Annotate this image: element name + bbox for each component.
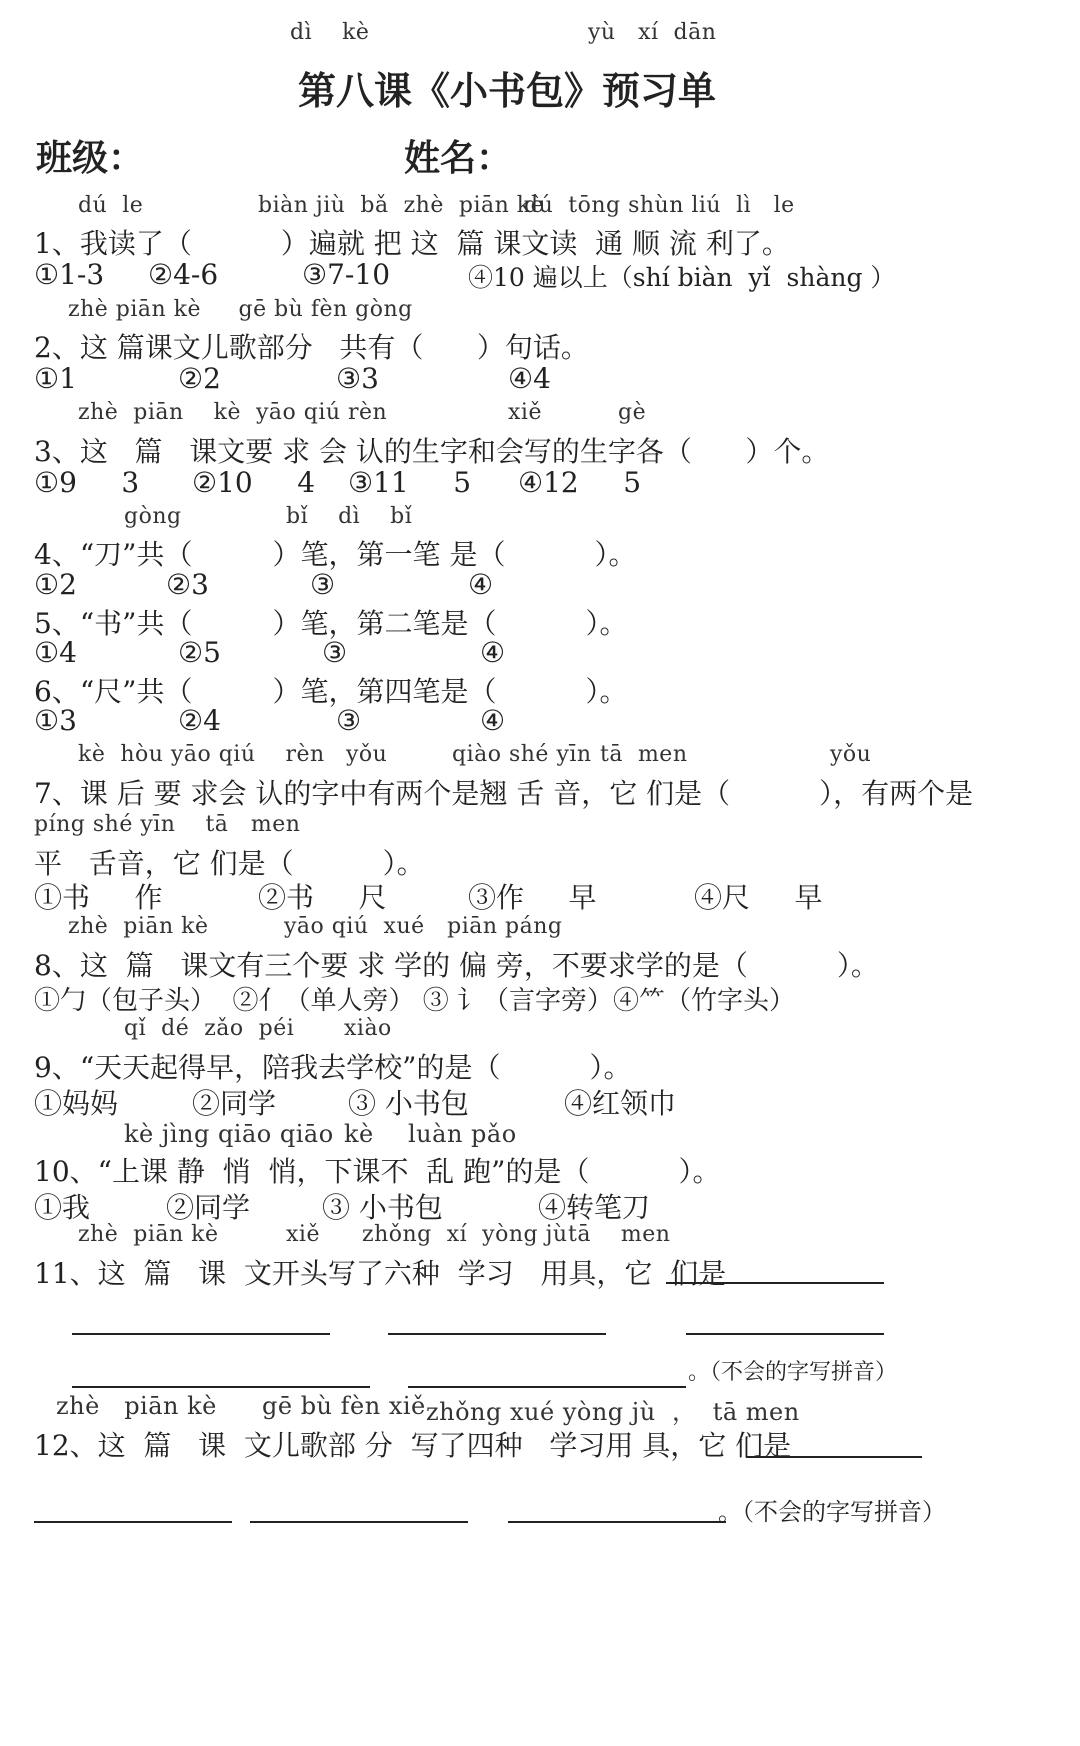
answer-blank[interactable] [72, 1333, 330, 1335]
option: ①1-3 [34, 258, 105, 291]
pinyin-annotation: gē bù fèn xiě [262, 1392, 426, 1420]
option: ①我 [34, 1191, 91, 1224]
pinyin-annotation: dú le [78, 193, 144, 218]
option: ①妈妈 [34, 1087, 119, 1120]
answer-blank[interactable] [746, 1456, 922, 1458]
answer-blank[interactable] [666, 1282, 884, 1284]
page-title: 第八课《小书包》预习单 [298, 68, 717, 113]
option: ①书 作 [34, 881, 163, 914]
option: ①勹（包子头） ②亻（单人旁） ③ 讠（言字旁）④⺮（竹字头） [34, 986, 796, 1016]
question-4: 4、“刀”共（ ）笔，第一笔 是（ ）。 [34, 538, 637, 571]
answer-blank[interactable] [408, 1386, 686, 1388]
option: ②书 尺 [258, 881, 387, 914]
pinyin-annotation: kè jìng qiāo qiāo [124, 1120, 334, 1148]
pinyin-annotation: zhè piān kè [56, 1392, 217, 1420]
pinyin-annotation: tā men [568, 1222, 671, 1247]
option: ④尺 早 [694, 881, 823, 914]
pinyin-annotation: qiào shé yīn [452, 742, 592, 767]
answer-blank[interactable] [72, 1386, 370, 1388]
option: ③作 早 [468, 881, 597, 914]
option: ③ [310, 568, 336, 601]
pinyin-annotation: luàn pǎo [408, 1120, 517, 1148]
option: ①9 3 [34, 466, 140, 499]
option: ④12 5 [518, 466, 642, 499]
option: ③ 小书包 [348, 1087, 469, 1120]
option: ①1 [34, 362, 77, 395]
option: ②2 [178, 362, 221, 395]
question-6: 6、“尺”共（ ）笔，第四笔是（ ）。 [34, 675, 628, 708]
option: ③ [322, 636, 348, 669]
option: ①3 [34, 704, 77, 737]
pinyin-annotation: yāo qiú xué piān páng [284, 914, 563, 939]
option: ④ [480, 704, 506, 737]
pinyin-annotation: zhè piān kè gē bù fèn gòng [68, 297, 413, 322]
pinyin-annotation: bǐ dì bǐ [286, 504, 413, 529]
option: ②4 [178, 704, 221, 737]
option: ④红领巾 [564, 1087, 677, 1120]
pinyin-annotation: qǐ dé zǎo péi [124, 1016, 295, 1041]
pinyin-annotation: xiě [508, 400, 542, 425]
option: ③ 小书包 [322, 1191, 443, 1224]
title-pinyin: yù xí dān [588, 20, 717, 45]
note-text: 。（不会的字写拼音） [688, 1360, 898, 1385]
question-7-cont: 平 舌音，它 们是（ ）。 [34, 847, 425, 880]
pinyin-annotation: zhè piān kè [68, 914, 209, 939]
question-7: 7、课 后 要 求会 认的字中有两个是翘 舌 音，它 们是（ ），有两个是 [34, 777, 974, 810]
pinyin-annotation: xiào [344, 1016, 392, 1041]
pinyin-annotation: zhǒng xué yòng jù ， tā men [426, 1398, 800, 1426]
option: ①4 [34, 636, 77, 669]
pinyin-annotation: gòng [124, 504, 182, 529]
pinyin-annotation: gè [618, 400, 647, 425]
option: ②3 [166, 568, 209, 601]
note-text: 。（不会的字写拼音） [718, 1498, 946, 1526]
option: ②5 [178, 636, 221, 669]
option: ④转笔刀 [538, 1191, 651, 1224]
option: ④ [480, 636, 506, 669]
pinyin-annotation: zhè piān kè yāo qiú [78, 400, 341, 425]
question-11: 11、这 篇 课 文开头写了六种 学习 用具，它 们是 [34, 1257, 727, 1290]
option: ③3 [336, 362, 379, 395]
option: ③7-10 [302, 258, 391, 291]
pinyin-annotation: zhǒng xí yòng jù [362, 1222, 568, 1247]
option: ④10 遍以上（shí biàn yǐ shàng ） [468, 263, 896, 292]
title-pinyin: dì kè [290, 20, 370, 45]
option: ①2 [34, 568, 77, 601]
option: ②同学 [192, 1087, 277, 1120]
pinyin-annotation: yǒu [346, 742, 388, 767]
pinyin-annotation: biàn jiù bǎ zhè piān kè [258, 193, 545, 218]
pinyin-annotation: píng shé yīn tā men [34, 812, 301, 837]
option: ④ [468, 568, 494, 601]
pinyin-annotation: zhè piān kè [78, 1222, 219, 1247]
pinyin-annotation: dú tōng shùn liú lì le [524, 193, 795, 218]
answer-blank[interactable] [508, 1521, 726, 1523]
question-12: 12、这 篇 课 文儿歌部 分 写了四种 学习用 具，它 们是 [34, 1429, 792, 1462]
pinyin-annotation: xiě [286, 1222, 320, 1247]
name-label: 姓名： [404, 137, 513, 179]
option: ③11 5 [348, 466, 472, 499]
pinyin-annotation: kè [344, 1120, 374, 1148]
question-2: 2、这 篇课文儿歌部分 共有（ ）句话。 [34, 331, 589, 364]
answer-blank[interactable] [388, 1333, 606, 1335]
class-label: 班级： [36, 137, 145, 179]
answer-blank[interactable] [686, 1333, 884, 1335]
option: ②10 4 [192, 466, 316, 499]
option: ②4-6 [148, 258, 219, 291]
question-8: 8、这 篇 课文有三个要 求 学的 偏 旁，不要求学的是（ ）。 [34, 949, 879, 982]
pinyin-annotation: kè hòu yāo qiú rèn [78, 742, 325, 767]
pinyin-annotation: tā men [600, 742, 688, 767]
answer-blank[interactable] [34, 1521, 232, 1523]
question-10: 10、“上课 静 悄 悄，下课不 乱 跑”的是（ ）。 [34, 1155, 721, 1188]
option: ③ [336, 704, 362, 737]
question-3: 3、这 篇 课文要 求 会 认的生字和会写的生字各（ ）个。 [34, 435, 830, 468]
pinyin-annotation: rèn [348, 400, 388, 425]
question-1: 1、我读了（ ）遍就 把 这 篇 课文读 通 顺 流 利了。 [34, 227, 790, 260]
option: ④4 [508, 362, 551, 395]
question-9: 9、“天天起得早，陪我去学校”的是（ ）。 [34, 1051, 632, 1084]
pinyin-annotation: yǒu [830, 742, 872, 767]
option: ②同学 [166, 1191, 251, 1224]
answer-blank[interactable] [250, 1521, 468, 1523]
question-5: 5、“书”共（ ）笔，第二笔是（ ）。 [34, 607, 628, 640]
